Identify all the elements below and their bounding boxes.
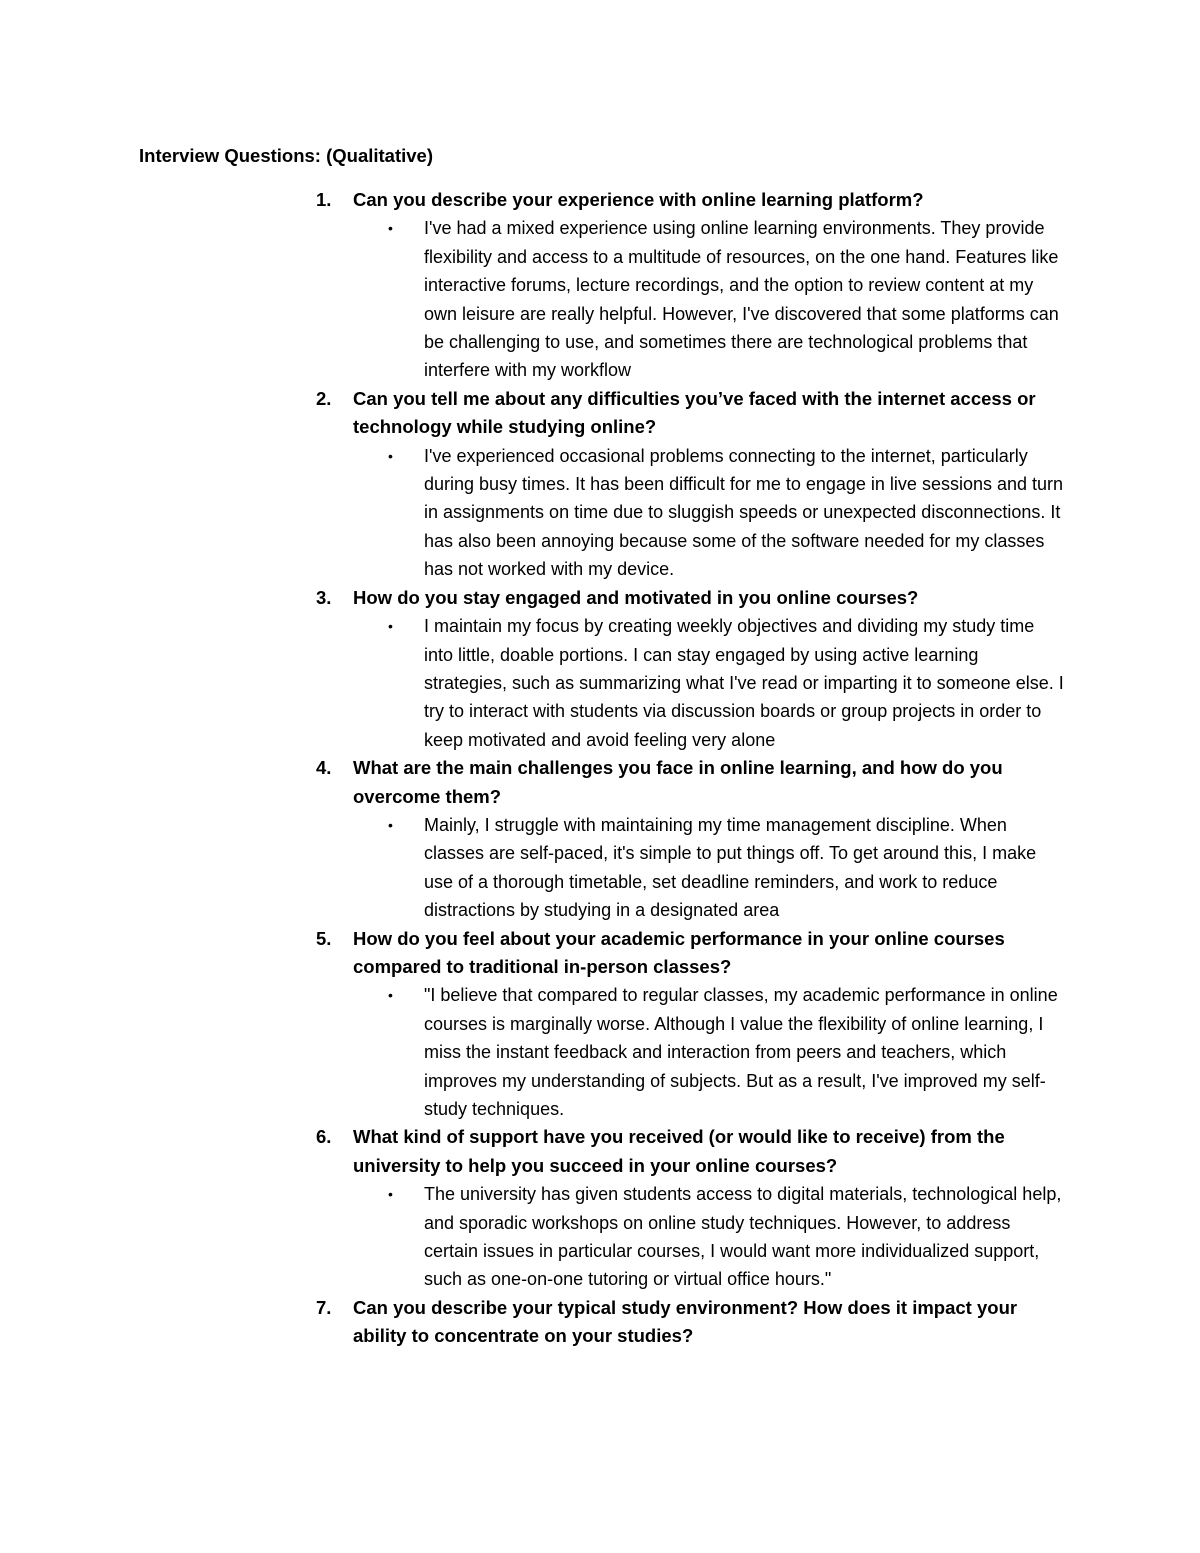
bullet-icon: •: [388, 987, 393, 1004]
question-text: What kind of support have you received (or would like to receive) from the university to help you succeed in your online courses?: [353, 1126, 1005, 1176]
bullet-icon: •: [388, 618, 393, 635]
answer-block: [0, 214, 1200, 384]
question-number: 4.: [316, 757, 332, 779]
answer-text: "I believe that compared to regular classes, my academic performance in online courses is marginally worse. Although I value the flexibility of online learning, I miss the instant feedback and interaction from peers and teachers, which improves my understanding of subjects. But as a result, I've improved my self-study techniques.: [424, 985, 1058, 1119]
question-item-5: [0, 925, 1200, 1124]
question-item-6: [0, 1123, 1200, 1293]
question-number: 7.: [316, 1296, 332, 1318]
answer-block: [0, 981, 1200, 1123]
answer-text: I've had a mixed experience using online learning environments. They provide flexibility and access to a multitude of resources, on the one hand. Features like interactive forums, lecture recordings, and the option to review content at my own leisure are really helpful. However, I've discovered that some platforms can be challenging to use, and sometimes there are technological problems that interfere with my workflow: [424, 218, 1059, 381]
question-text: Can you describe your experience with online learning platform?: [353, 189, 924, 210]
question-list: [0, 186, 1200, 1351]
question-text: How do you feel about your academic performance in your online courses compared to traditional in-person classes?: [353, 927, 1005, 977]
question-item-2: [0, 385, 1200, 584]
question-text: Can you tell me about any difficulties you’ve faced with the internet access or technology while studying online?: [353, 387, 1036, 438]
question-number: 5.: [316, 927, 332, 949]
question-text: How do you stay engaged and motivated in you online courses?: [353, 586, 919, 608]
question-number: 3.: [316, 586, 332, 608]
question-number: 1.: [316, 189, 332, 210]
answer-text: I've experienced occasional problems connecting to the internet, particularly during busy times. It has been difficult for me to engage in live sessions and turn in assignments on time due to sluggish speeds or unexpected disconnections. It has also been annoying because some of the software needed for my classes has not worked with my device.: [424, 445, 1064, 580]
question-item-4: [0, 754, 1200, 924]
bullet-icon: •: [388, 1186, 393, 1203]
question-number: 2.: [316, 387, 332, 409]
answer-text: I maintain my focus by creating weekly objectives and dividing my study time into little, doable portions. I can stay engaged by using active learning strategies, such as summarizing what I've read or imparting it to someone else. I try to interact with students via discussion boards or group projects in order to keep motivated and avoid feeling very alone: [424, 616, 1064, 750]
answer-block: [0, 811, 1200, 925]
answer-block: [0, 612, 1200, 754]
question-text: What are the main challenges you face in online learning, and how do you overcome them?: [353, 757, 1003, 807]
answer-text: The university has given students access to digital materials, technological help, and sporadic workshops on online study techniques. However, to address certain issues in particular courses, I would want more individualized support, such as one-on-one tutoring or virtual office hours.": [424, 1184, 1062, 1290]
question-number: 6.: [316, 1126, 332, 1148]
bullet-icon: •: [388, 816, 393, 833]
answer-text: Mainly, I struggle with maintaining my time management discipline. When classes are self-paced, it's simple to put things off. To get around this, I make use of a thorough timetable, set deadline reminders, and work to reduce distractions by studying in a designated area: [424, 814, 1037, 921]
question-item-3: [0, 584, 1200, 754]
answer-block: [0, 442, 1200, 584]
document-title: Interview Questions: (Qualitative): [139, 145, 434, 166]
bullet-icon: •: [388, 447, 393, 464]
question-item-1: [0, 186, 1200, 385]
answer-block: [0, 1180, 1200, 1294]
bullet-icon: •: [388, 220, 393, 237]
question-text: Can you describe your typical study environment? How does it impact your ability to concentrate on your studies?: [353, 1296, 1018, 1347]
question-item-7: [0, 1294, 1200, 1351]
